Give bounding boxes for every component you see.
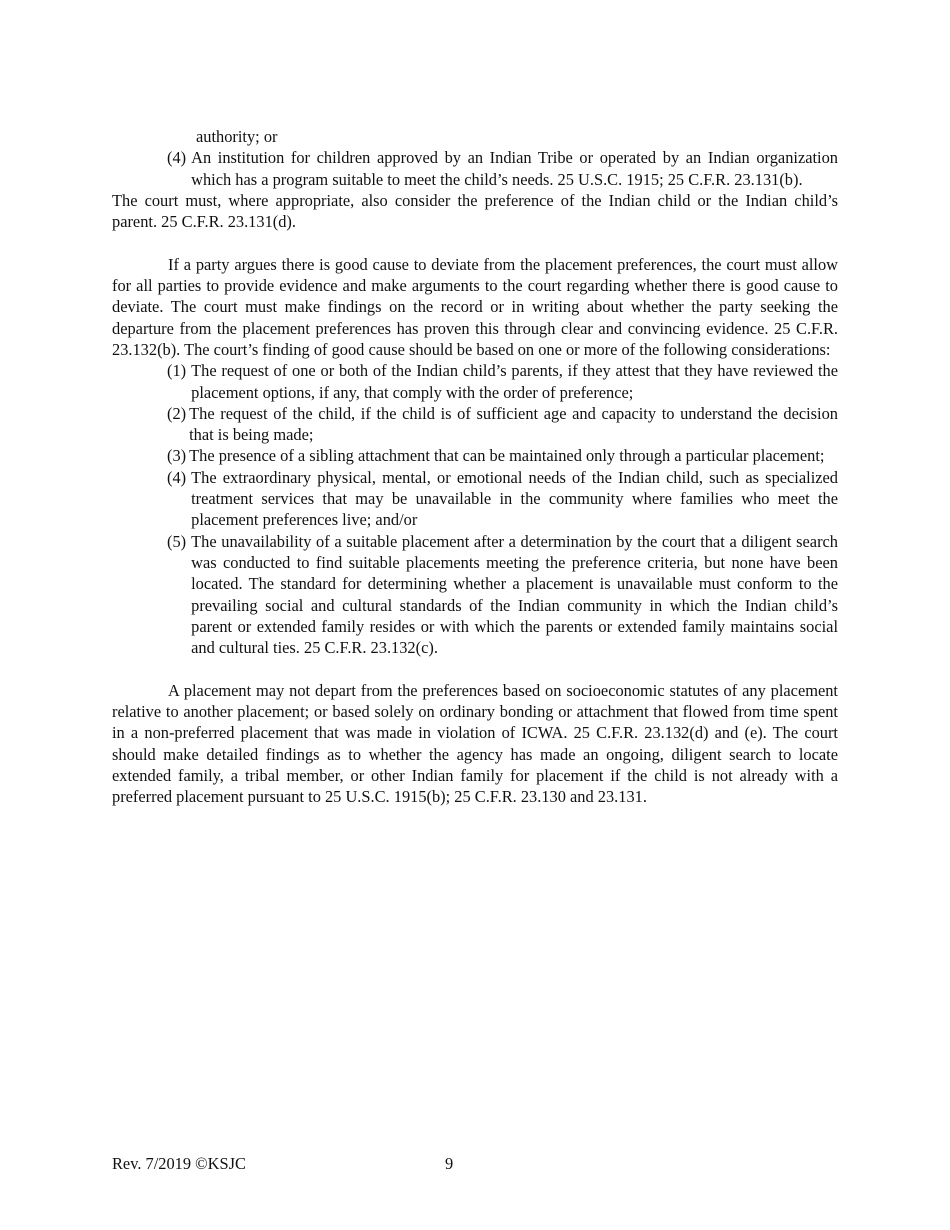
list-number: (2) — [167, 403, 187, 423]
list-item — [112, 403, 838, 446]
list-text: The extraordinary physical, mental, or emotional needs of the Indian child, such as specialized treatment services that may be unavailable in the community where families who meet the placement preferences live; and/or — [191, 467, 838, 530]
list-item — [112, 147, 838, 190]
document-body — [112, 126, 838, 808]
list-item — [112, 445, 838, 466]
list-text: The request of one or both of the Indian child’s parents, if they attest that they have reviewed the placement options, if any, that comply with the order of preference; — [191, 361, 838, 402]
list-text: The unavailability of a suitable placement after a determination by the court that a diligent search was conducted to find suitable placements meeting the preference criteria, but none have been located. The standard for determining whether a placement is unavailable must conform to the prevailing social and cultural standards of the Indian community in which the Indian child’s parent or extended family resides or with which the parents or extended family maintains social and cultural ties. 25 C.F.R. 23.132(c). — [191, 531, 838, 658]
list-number: (4) — [167, 467, 187, 487]
paragraph-socioeconomic: A placement may not depart from the preferences based on socioeconomic statutes of any placement relative to another placement; or based solely on ordinary bonding or attachment that flowed from time spent in a non-preferred placement that was made in violation of ICWA. 25 C.F.R. 23.132(d) and (e). The court should make detailed findings as to whether the agency has made an ongoing, diligent search to locate extended family, a tribal member, or other Indian family for placement if the child is not already with a preferred placement pursuant to 25 U.S.C. 1915(b); 25 C.F.R. 23.130 and 23.131. — [112, 680, 838, 807]
paragraph-good-cause: If a party argues there is good cause to deviate from the placement preferences, the court must allow for all parties to provide evidence and make arguments to the court regarding whether there is good cause to deviate. The court must make findings on the record or in writing about whether the party seeking the departure from the placement preferences has proven this through clear and convincing evidence. 25 C.F.R. 23.132(b). The court’s finding of good cause should be based on one or more of the following considerations: — [112, 254, 838, 359]
list-number: (5) — [167, 531, 187, 551]
page-number: 9 — [445, 1154, 454, 1173]
list-number: (3) — [167, 446, 187, 466]
list-item — [112, 467, 838, 531]
continuation-text: authority; or — [196, 127, 278, 146]
revision-note: Rev. 7/2019 ©KSJC — [112, 1154, 246, 1173]
list-item — [112, 531, 838, 659]
paragraph-preference: The court must, where appropriate, also consider the preference of the Indian child or the Indian child’s parent. 25 C.F.R. 23.131(d). — [112, 190, 838, 232]
list-text: An institution for children approved by an Indian Tribe or operated by an Indian organization which has a program suitable to meet the child’s needs. 25 U.S.C. 1915; 25 C.F.R. 23.131(b). — [191, 148, 838, 189]
list-text: The presence of a sibling attachment that can be maintained only through a particular placement; — [189, 446, 825, 466]
list-text: The request of the child, if the child is of sufficient age and capacity to understand the decision that is being made; — [189, 403, 838, 445]
list-number: (4) — [167, 148, 187, 168]
list-item — [112, 360, 838, 403]
list-number: (1) — [167, 361, 187, 381]
